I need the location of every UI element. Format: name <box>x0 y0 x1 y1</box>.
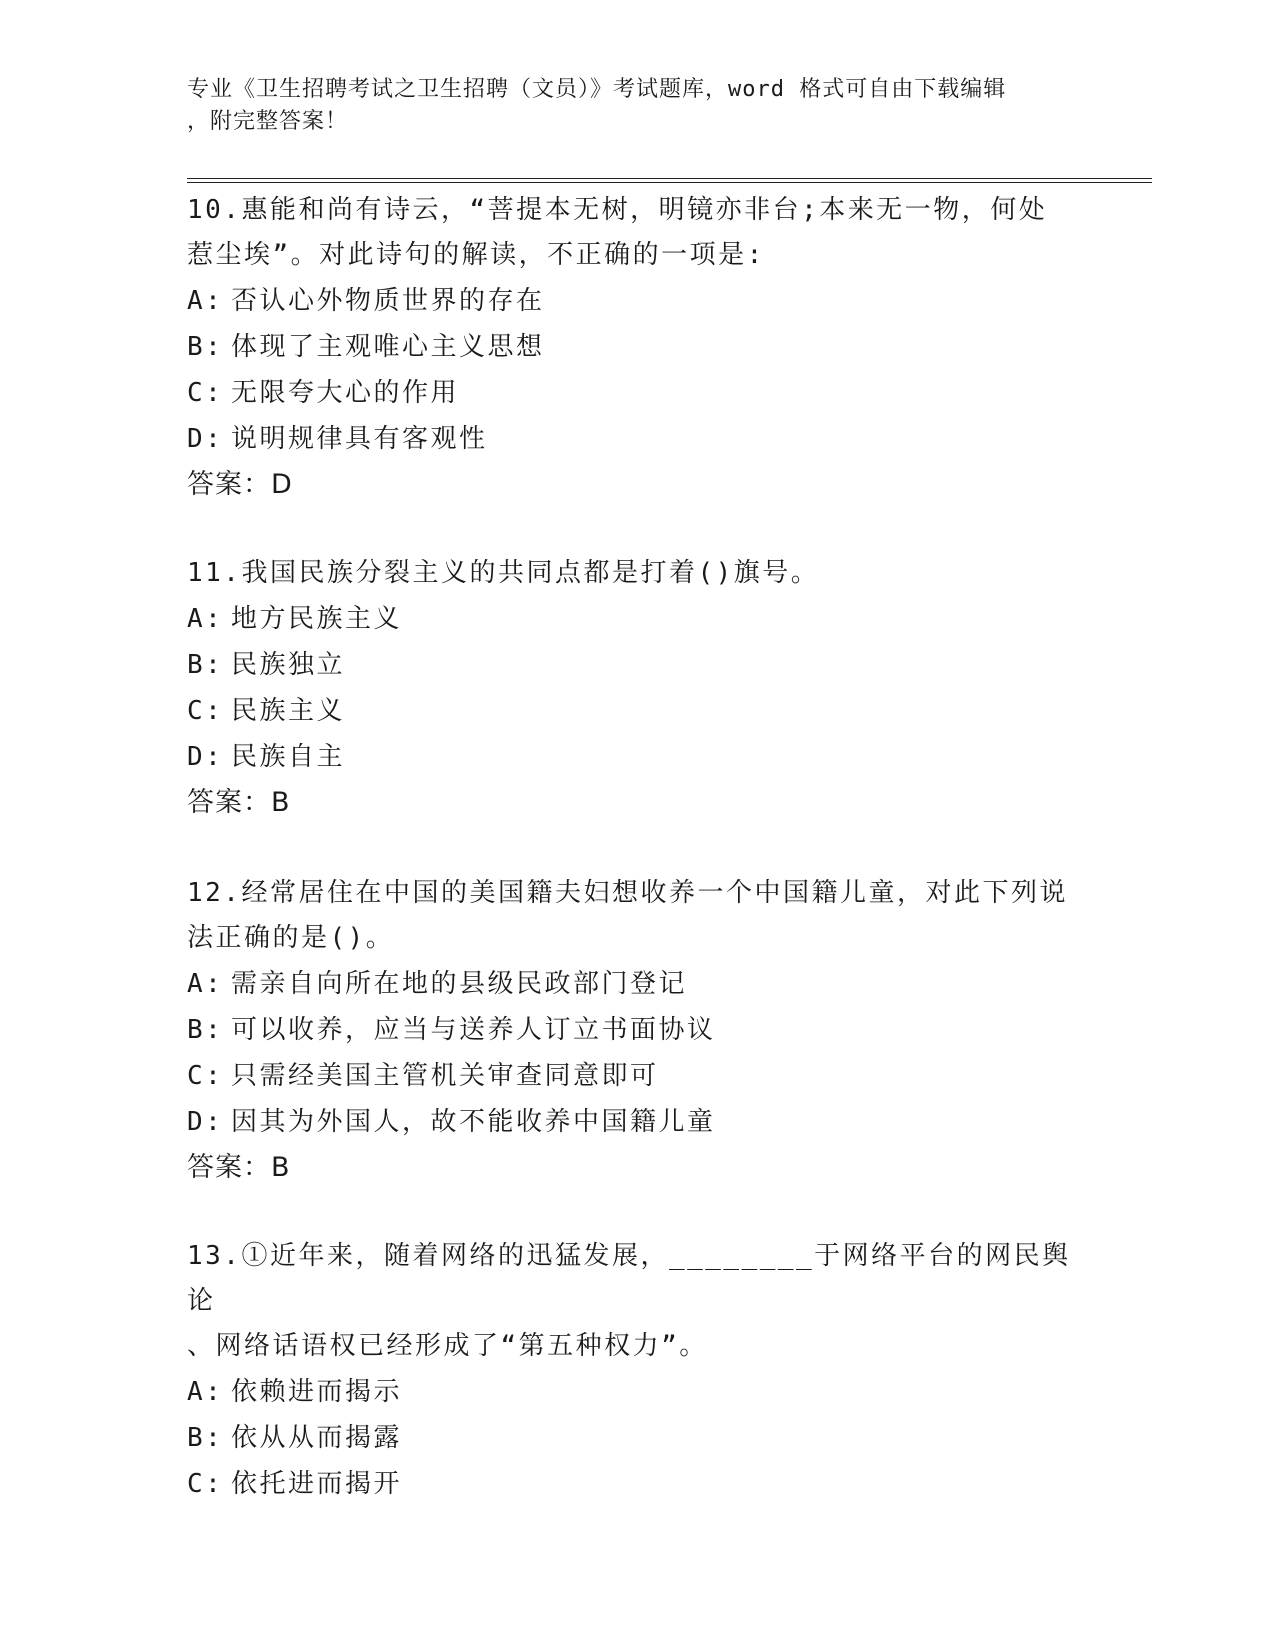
question-stem-line: 惹尘埃”。对此诗句的解读，不正确的一项是: <box>187 240 765 270</box>
question-stem-line: 11.我国民族分裂主义的共同点都是打着()旗号。 <box>187 558 820 588</box>
option-d <box>187 416 1077 462</box>
option-c <box>187 688 1077 734</box>
option-text: 民族主义 <box>231 696 346 726</box>
option-c <box>187 1053 1077 1099</box>
option-key: B: <box>187 1423 224 1453</box>
option-text: 需亲自向所在地的县级民政部门登记 <box>231 969 688 999</box>
option-key: A: <box>187 604 224 634</box>
header-line-2: ，附完整答案！ <box>187 109 349 134</box>
answer-line: 答案：B <box>187 787 291 818</box>
question-stem-line: 法正确的是()。 <box>187 923 395 953</box>
option-b <box>187 1415 1077 1461</box>
option-key: C: <box>187 1469 224 1499</box>
option-key: D: <box>187 742 224 772</box>
option-text: 体现了主观唯心主义思想 <box>231 332 545 362</box>
answer-line: 答案：B <box>187 1152 291 1183</box>
option-c <box>187 1461 1077 1507</box>
option-key: A: <box>187 969 224 999</box>
option-text: 无限夸大心的作用 <box>231 378 460 408</box>
option-a <box>187 1369 1077 1415</box>
option-text: 依从从而揭露 <box>231 1423 403 1453</box>
option-b <box>187 642 1077 688</box>
option-key: C: <box>187 378 224 408</box>
question-11 <box>187 551 1077 826</box>
question-stem-line: 10.惠能和尚有诗云，“菩提本无树，明镜亦非台;本来无一物，何处 <box>187 195 1048 225</box>
option-text: 否认心外物质世界的存在 <box>231 286 545 316</box>
option-key: A: <box>187 1377 224 1407</box>
option-text: 说明规律具有客观性 <box>231 424 488 454</box>
option-c <box>187 370 1077 416</box>
option-key: D: <box>187 1107 224 1137</box>
answer-line: 答案：D <box>187 469 293 500</box>
option-key: C: <box>187 696 224 726</box>
option-text: 依托进而揭开 <box>231 1469 403 1499</box>
question-13 <box>187 1234 1077 1507</box>
option-text: 民族自主 <box>231 742 346 772</box>
question-stem-line: 12.经常居住在中国的美国籍夫妇想收养一个中国籍儿童，对此下列说 <box>187 878 1068 908</box>
question-10 <box>187 188 1077 508</box>
option-text: 依赖进而揭示 <box>231 1377 403 1407</box>
option-a <box>187 961 1077 1007</box>
option-key: B: <box>187 332 224 362</box>
option-key: C: <box>187 1061 224 1091</box>
option-text: 民族独立 <box>231 650 346 680</box>
option-key: B: <box>187 650 224 680</box>
option-text: 可以收养，应当与送养人订立书面协议 <box>231 1015 716 1045</box>
option-key: A: <box>187 286 224 316</box>
option-key: B: <box>187 1015 224 1045</box>
document-header <box>187 74 1067 138</box>
option-b <box>187 324 1077 370</box>
option-d <box>187 1099 1077 1145</box>
option-a <box>187 596 1077 642</box>
question-stem-line: 13.①近年来，随着网络的迅猛发展，________于网络平台的网民舆论 <box>187 1241 1071 1316</box>
option-text: 因其为外国人，故不能收养中国籍儿童 <box>231 1107 716 1137</box>
option-d <box>187 734 1077 780</box>
option-text: 只需经美国主管机关审查同意即可 <box>231 1061 659 1091</box>
header-divider-bottom <box>187 182 1152 183</box>
option-a <box>187 278 1077 324</box>
question-12 <box>187 871 1077 1191</box>
option-text: 地方民族主义 <box>231 604 403 634</box>
header-divider-top <box>187 178 1152 179</box>
option-b <box>187 1007 1077 1053</box>
option-key: D: <box>187 424 224 454</box>
question-stem-line: 、网络话语权已经形成了“第五种权力”。 <box>187 1331 708 1361</box>
header-line-1: 专业《卫生招聘考试之卫生招聘（文员）》考试题库，word 格式可自由下载编辑 <box>187 77 1007 102</box>
